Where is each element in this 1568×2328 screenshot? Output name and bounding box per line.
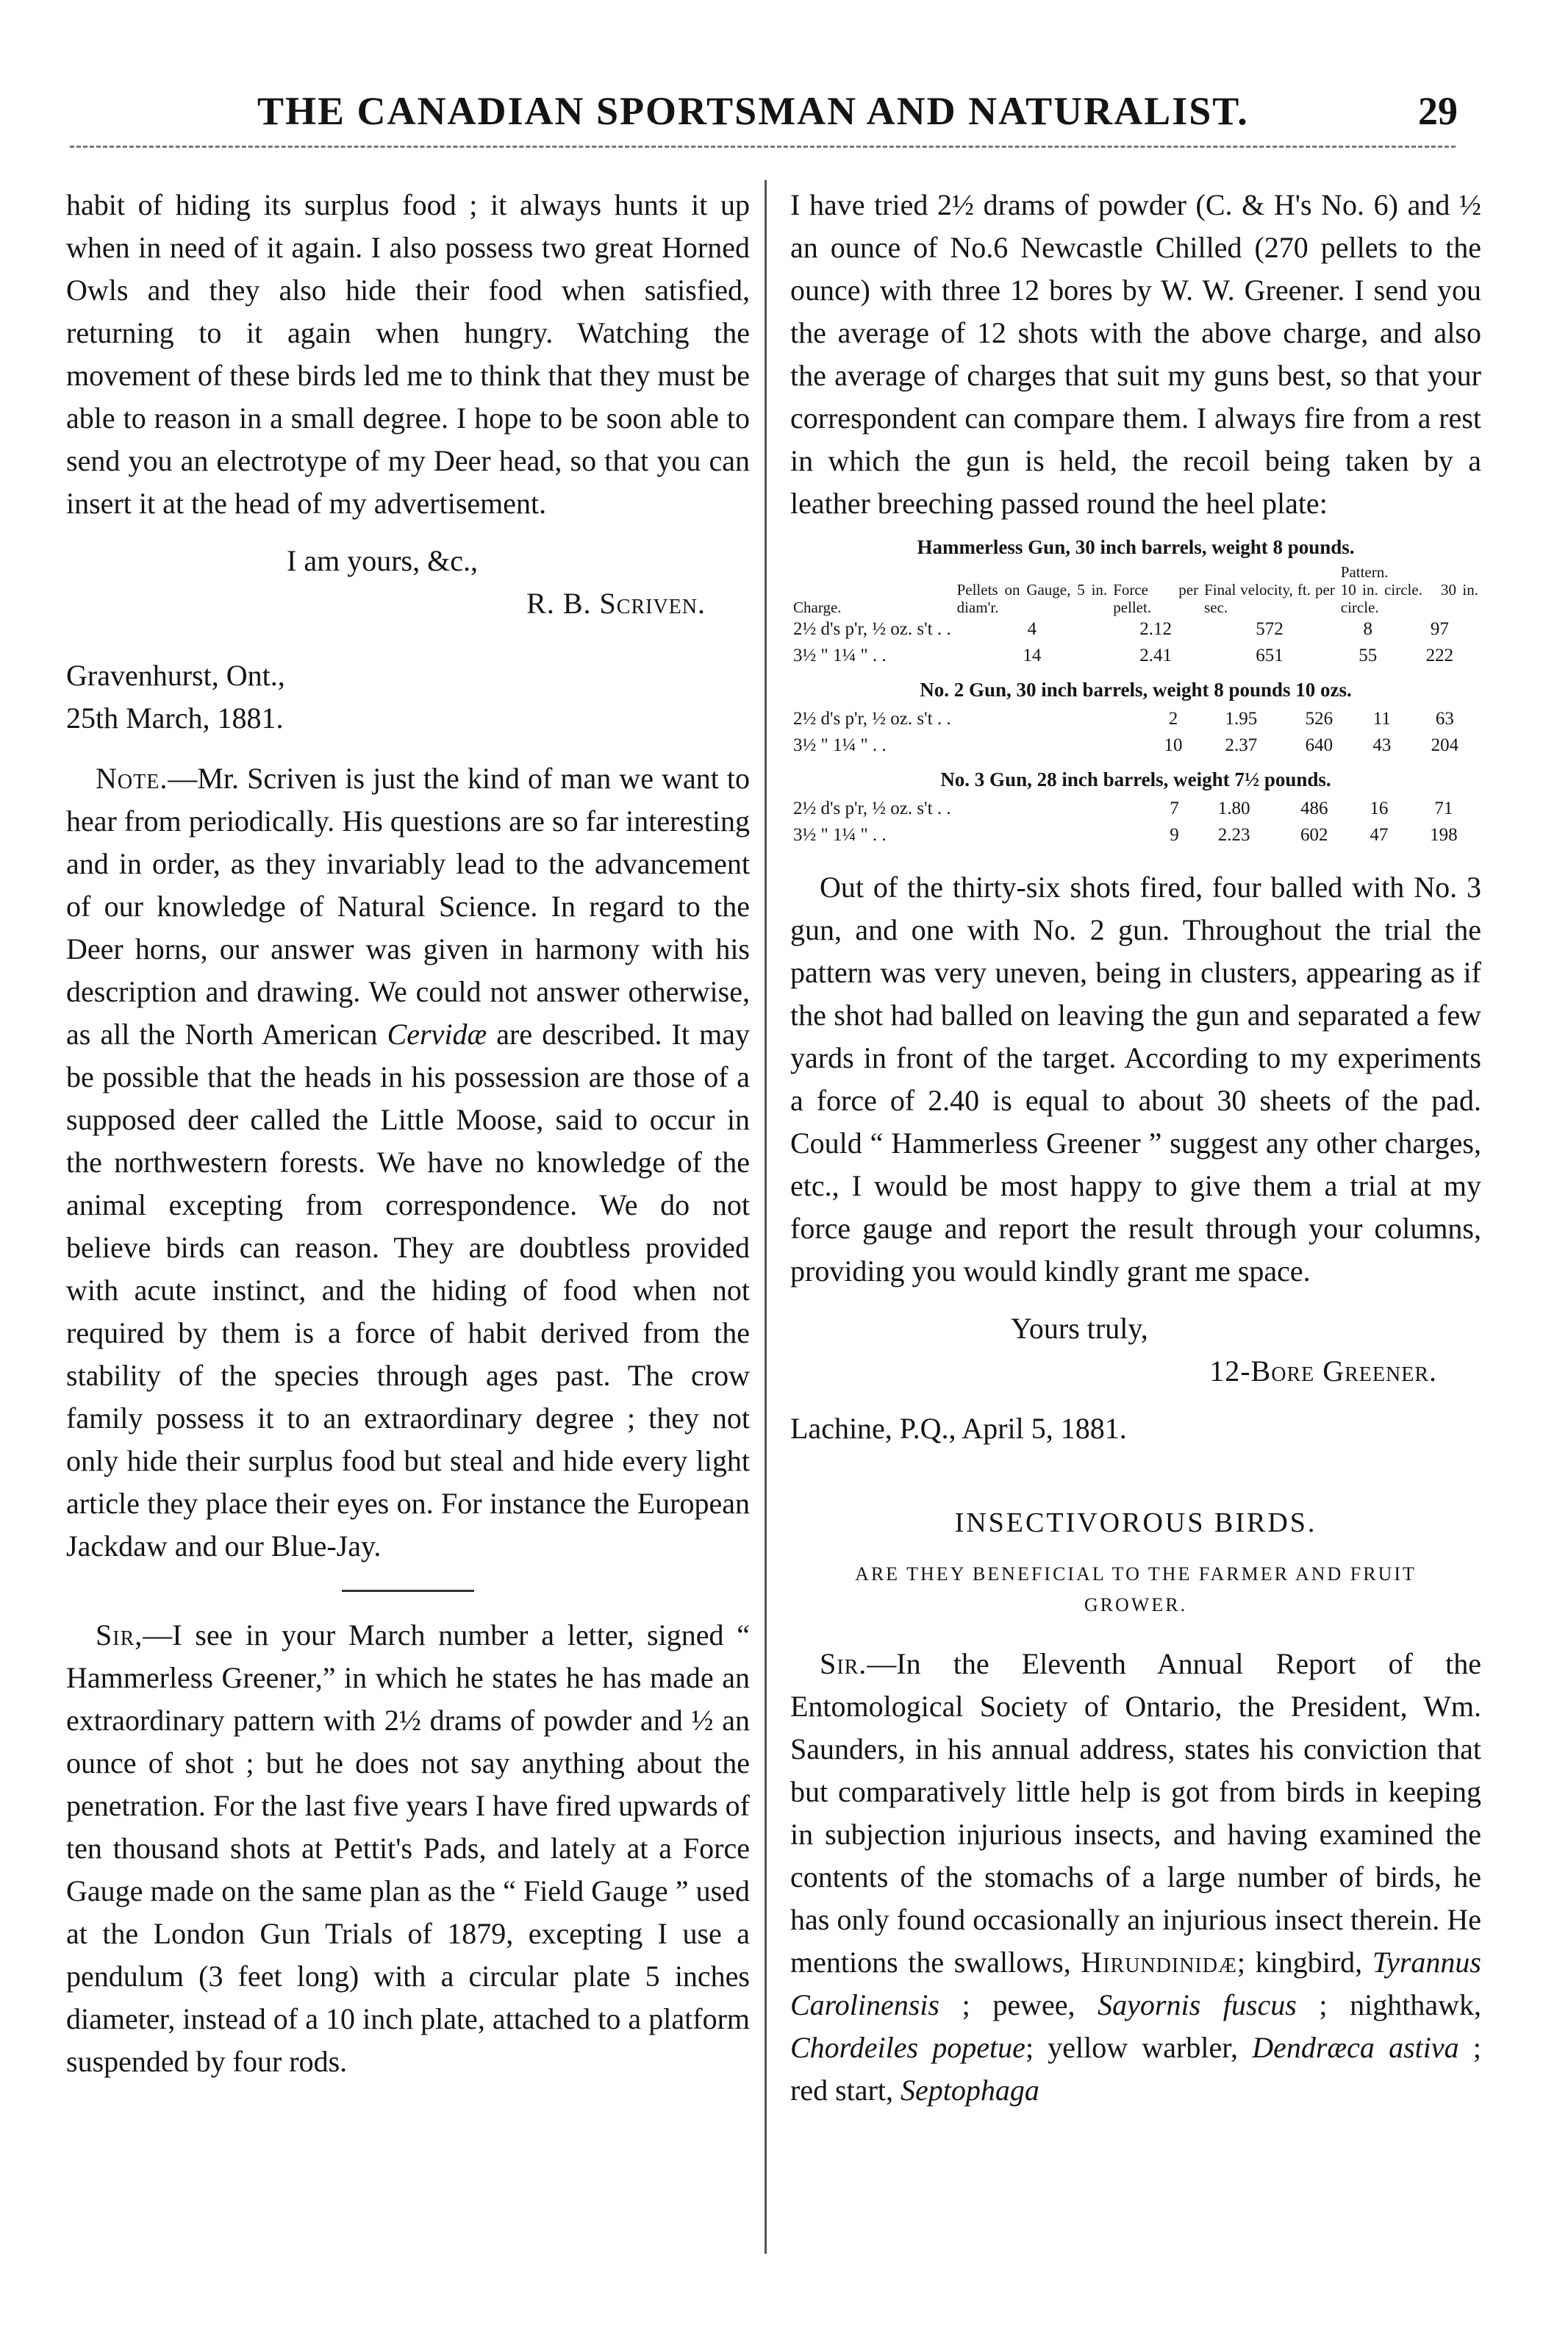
right-column [790,184,1481,2112]
header-pattern: Pattern. [1340,563,1389,581]
gun-table-3 [790,796,1481,849]
note-label: Note. [96,762,168,795]
letter-closing: I am yours, &c., [287,544,478,577]
cell-charge: 3½ " 1¼ " . . [793,646,887,665]
second-letter-closing: Yours truly, [1011,1312,1148,1345]
table-row [790,796,1481,822]
letter-dateline [66,654,434,740]
cell-charge: 3½ " 1¼ " . . [793,735,887,755]
cell-p10: 8 [1363,619,1373,639]
species-1: Tyrannus Carolinensis [790,1946,1481,2021]
cell-p10: 16 [1370,799,1389,818]
species-4: Dendræca astiva [1252,2031,1459,2064]
gun-table-2 [790,706,1481,759]
gun-heading-1: Hammerless Gun, 30 inch barrels, weight 8 pounds. [917,536,1355,558]
cell-p30: 198 [1430,825,1458,845]
section-subtitle: ARE THEY BENEFICIAL TO THE FARMER AND FRUIT GROWER. [855,1563,1417,1615]
header-pellets: Pellets on Gauge, 5 in. diam'r. [956,581,1108,616]
cell-force: 1.80 [1217,799,1250,818]
letter-date: 25th March, 1881. [66,701,284,735]
cell-pellets: 7 [1170,799,1179,818]
cell-pellets: 4 [1027,619,1037,639]
section-text-2: ; kingbird, [1236,1946,1372,1979]
cell-velocity: 602 [1300,825,1328,845]
table-header-row [790,563,1481,616]
section-text-5: ; yellow warbler, [1025,2031,1253,2064]
running-head [0,88,1568,147]
cell-p30: 204 [1431,735,1459,755]
cell-velocity: 526 [1305,709,1333,729]
letter-place: Gravenhurst, Ont., [66,659,285,692]
column-divider [765,180,767,2254]
table-row [790,616,1481,643]
journal-title: THE CANADIAN SPORTSMAN AND NATURALIST. [257,89,1249,133]
results-paragraph: Out of the thirty-six shots fired, four balled with No. 3 gun, and one with No. 2 gun. Throughout the trial the pattern was very uneven, being in clusters, appearing as if the shot had balled on leaving the gun and separated a few yards in front of the target. According to my experiments a force of 2.40 is equal to about 30 sheets of the pad. Could “ Hammerless Greener ” suggest any other charges, etc., I would be most happy to give them a trial at my force gauge and report the result through your columns, providing you would kindly grant me space. [790,871,1481,1288]
cell-velocity: 640 [1305,735,1333,755]
species-3: Chordeiles popetue [790,2031,1025,2064]
species-2: Sayornis fuscus [1098,1988,1297,2021]
second-letter-signature: 12-Bore Greener. [1209,1354,1437,1388]
gun-trial-table [790,535,1481,849]
cell-velocity: 486 [1300,799,1328,818]
cell-charge: 2½ d's p'r, ½ oz. s't . . [793,619,951,639]
cell-charge: 3½ " 1¼ " . . [793,825,887,845]
section-body [790,1643,1481,2112]
section-text-3: ; pewee, [939,1988,1098,2021]
cell-velocity: 572 [1256,619,1284,639]
section-text: —In the Eleventh Annual Report of the Entomological Society of Ontario, the President, Wm. Saunders, in his annual address, states his conviction that but comparatively little help is got from birds in keeping in subjection injurious insects, and having examined the contents of the stomachs of a large number of birds, he has only found occasionally an injurious insect therein. He mentions the swallows, [790,1647,1481,1979]
section-salutation: Sir. [820,1647,867,1680]
second-letter-dateline: Lachine, P.Q., April 5, 1881. [790,1412,1127,1445]
cell-p30: 97 [1430,619,1449,639]
note-text-after: are described. It may be possible that the heads in his possession are those of a supposed deer called the Little Moose, said to occur in the northwestern forests. We have no knowledge of the animal excepting from correspondence. We do not believe birds can reason. They are doubtless provided with acute instinct, and the hiding of food when not required by them is a force of habit derived from the stability of the species through ages past. The crow family possess it to an extraordinary degree ; they not only hide their surplus food but steal and hide every light article they place their eyes on. For instance the European Jackdaw and our Blue-Jay. [66,1018,750,1563]
header-30in: 30 in. circle. [1340,581,1478,616]
note-italic-term: Cervidæ [387,1018,487,1051]
cell-p30: 63 [1435,709,1454,729]
header-charge: Charge. [793,599,842,616]
cell-force: 2.37 [1225,735,1258,755]
section-title: INSECTIVOROUS BIRDS. [954,1507,1317,1538]
cell-p30: 71 [1434,799,1453,818]
cell-p10: 43 [1372,735,1392,755]
section-rule [342,1590,474,1592]
section-text-6: ; red start, [790,2031,1481,2107]
cell-p10: 55 [1358,646,1378,665]
gun-table-1 [790,563,1481,669]
table-row [790,706,1481,732]
cell-force: 1.95 [1225,709,1258,729]
cell-charge: 2½ d's p'r, ½ oz. s't . . [793,709,951,729]
table-row [790,732,1481,759]
second-letter-text: —I see in your March number a letter, signed “ Hammerless Greener,” in which he states he has made an extraordinary pattern with 2½ drams of powder and ½ an ounce of shot ; but he does not say anything about the penetration. For the last five years I have fired upwards of ten thousand shots at Pettit's Pads, and lately at a Force Gauge made on the same plan as the “ Field Gauge ” used at the London Gun Trials of 1879, excepting I use a pendulum (3 feet long) with a circular plate 5 inches diameter, instead of a 10 inch plate, attached to a platform suspended by four rods. [66,1618,750,2078]
second-letter-continuation: I have tried 2½ drams of powder (C. & H's No. 6) and ½ an ounce of No.6 Newcastle Chilled (270 pellets to the ounce) with three 12 bores by W. W. Greener. I send you the average of 12 shots with the above charge, and also the average of charges that suit my guns best, so that your correspondent can compare them. I always fire from a rest in which the gun is held, the recoil being taken by a leather breeching passed round the heel plate: [790,188,1481,520]
cell-force: 2.41 [1139,646,1173,665]
cell-charge: 2½ d's p'r, ½ oz. s't . . [793,799,951,818]
species-5: Septophaga [900,2074,1039,2107]
family-name: Hirundinidæ [1081,1946,1237,1979]
cell-p30: 222 [1425,646,1454,665]
table-row [790,822,1481,849]
note-text: —Mr. Scriven is just the kind of man we want to hear from periodically. His questions are so far interesting and in order, as they invariably lead to the advancement of our knowledge of Natural Science. In regard to the Deer horns, our answer was given in harmony with his description and drawing. We could not answer otherwise, as all the North American [66,762,750,1051]
header-10in: 10 in. circle. [1340,581,1422,599]
cell-pellets: 9 [1170,825,1179,845]
cell-pellets: 10 [1164,735,1183,755]
second-letter-salutation: Sir, [96,1618,143,1652]
left-column [66,184,750,2083]
cell-force: 2.12 [1139,619,1173,639]
page-number: 29 [1418,89,1458,133]
header-rule [70,146,1456,148]
cell-p10: 47 [1370,825,1389,845]
cell-pellets: 2 [1168,709,1178,729]
editor-note [66,757,750,1568]
second-letter-start [66,1614,750,2083]
section-text-4: ; nighthawk, [1296,1988,1481,2021]
gun-heading-2: No. 2 Gun, 30 inch barrels, weight 8 pounds 10 ozs. [920,679,1352,701]
letter-continuation-paragraph: habit of hiding its surplus food ; it always hunts it up when in need of it again. I also possess two great Horned Owls and they also hide their food when satisfied, returning to it again when hungry. Watching the movement of these birds led me to think that they must be able to reason in a small degree. I hope to be soon able to send you an electrotype of my Deer head, so that you can insert it at the head of my advertisement. [66,188,750,520]
letter-signature: R. B. Scriven. [526,587,706,620]
gun-heading-3: No. 3 Gun, 28 inch barrels, weight 7½ pounds. [940,768,1331,790]
cell-pellets: 14 [1023,646,1042,665]
cell-p10: 11 [1372,709,1391,729]
table-row [790,643,1481,669]
header-pattern-group [1338,563,1481,616]
header-force: Force per pellet. [1113,581,1199,616]
header-velocity: Final velocity, ft. per sec. [1204,581,1335,616]
cell-force: 2.23 [1217,825,1250,845]
cell-velocity: 651 [1256,646,1284,665]
